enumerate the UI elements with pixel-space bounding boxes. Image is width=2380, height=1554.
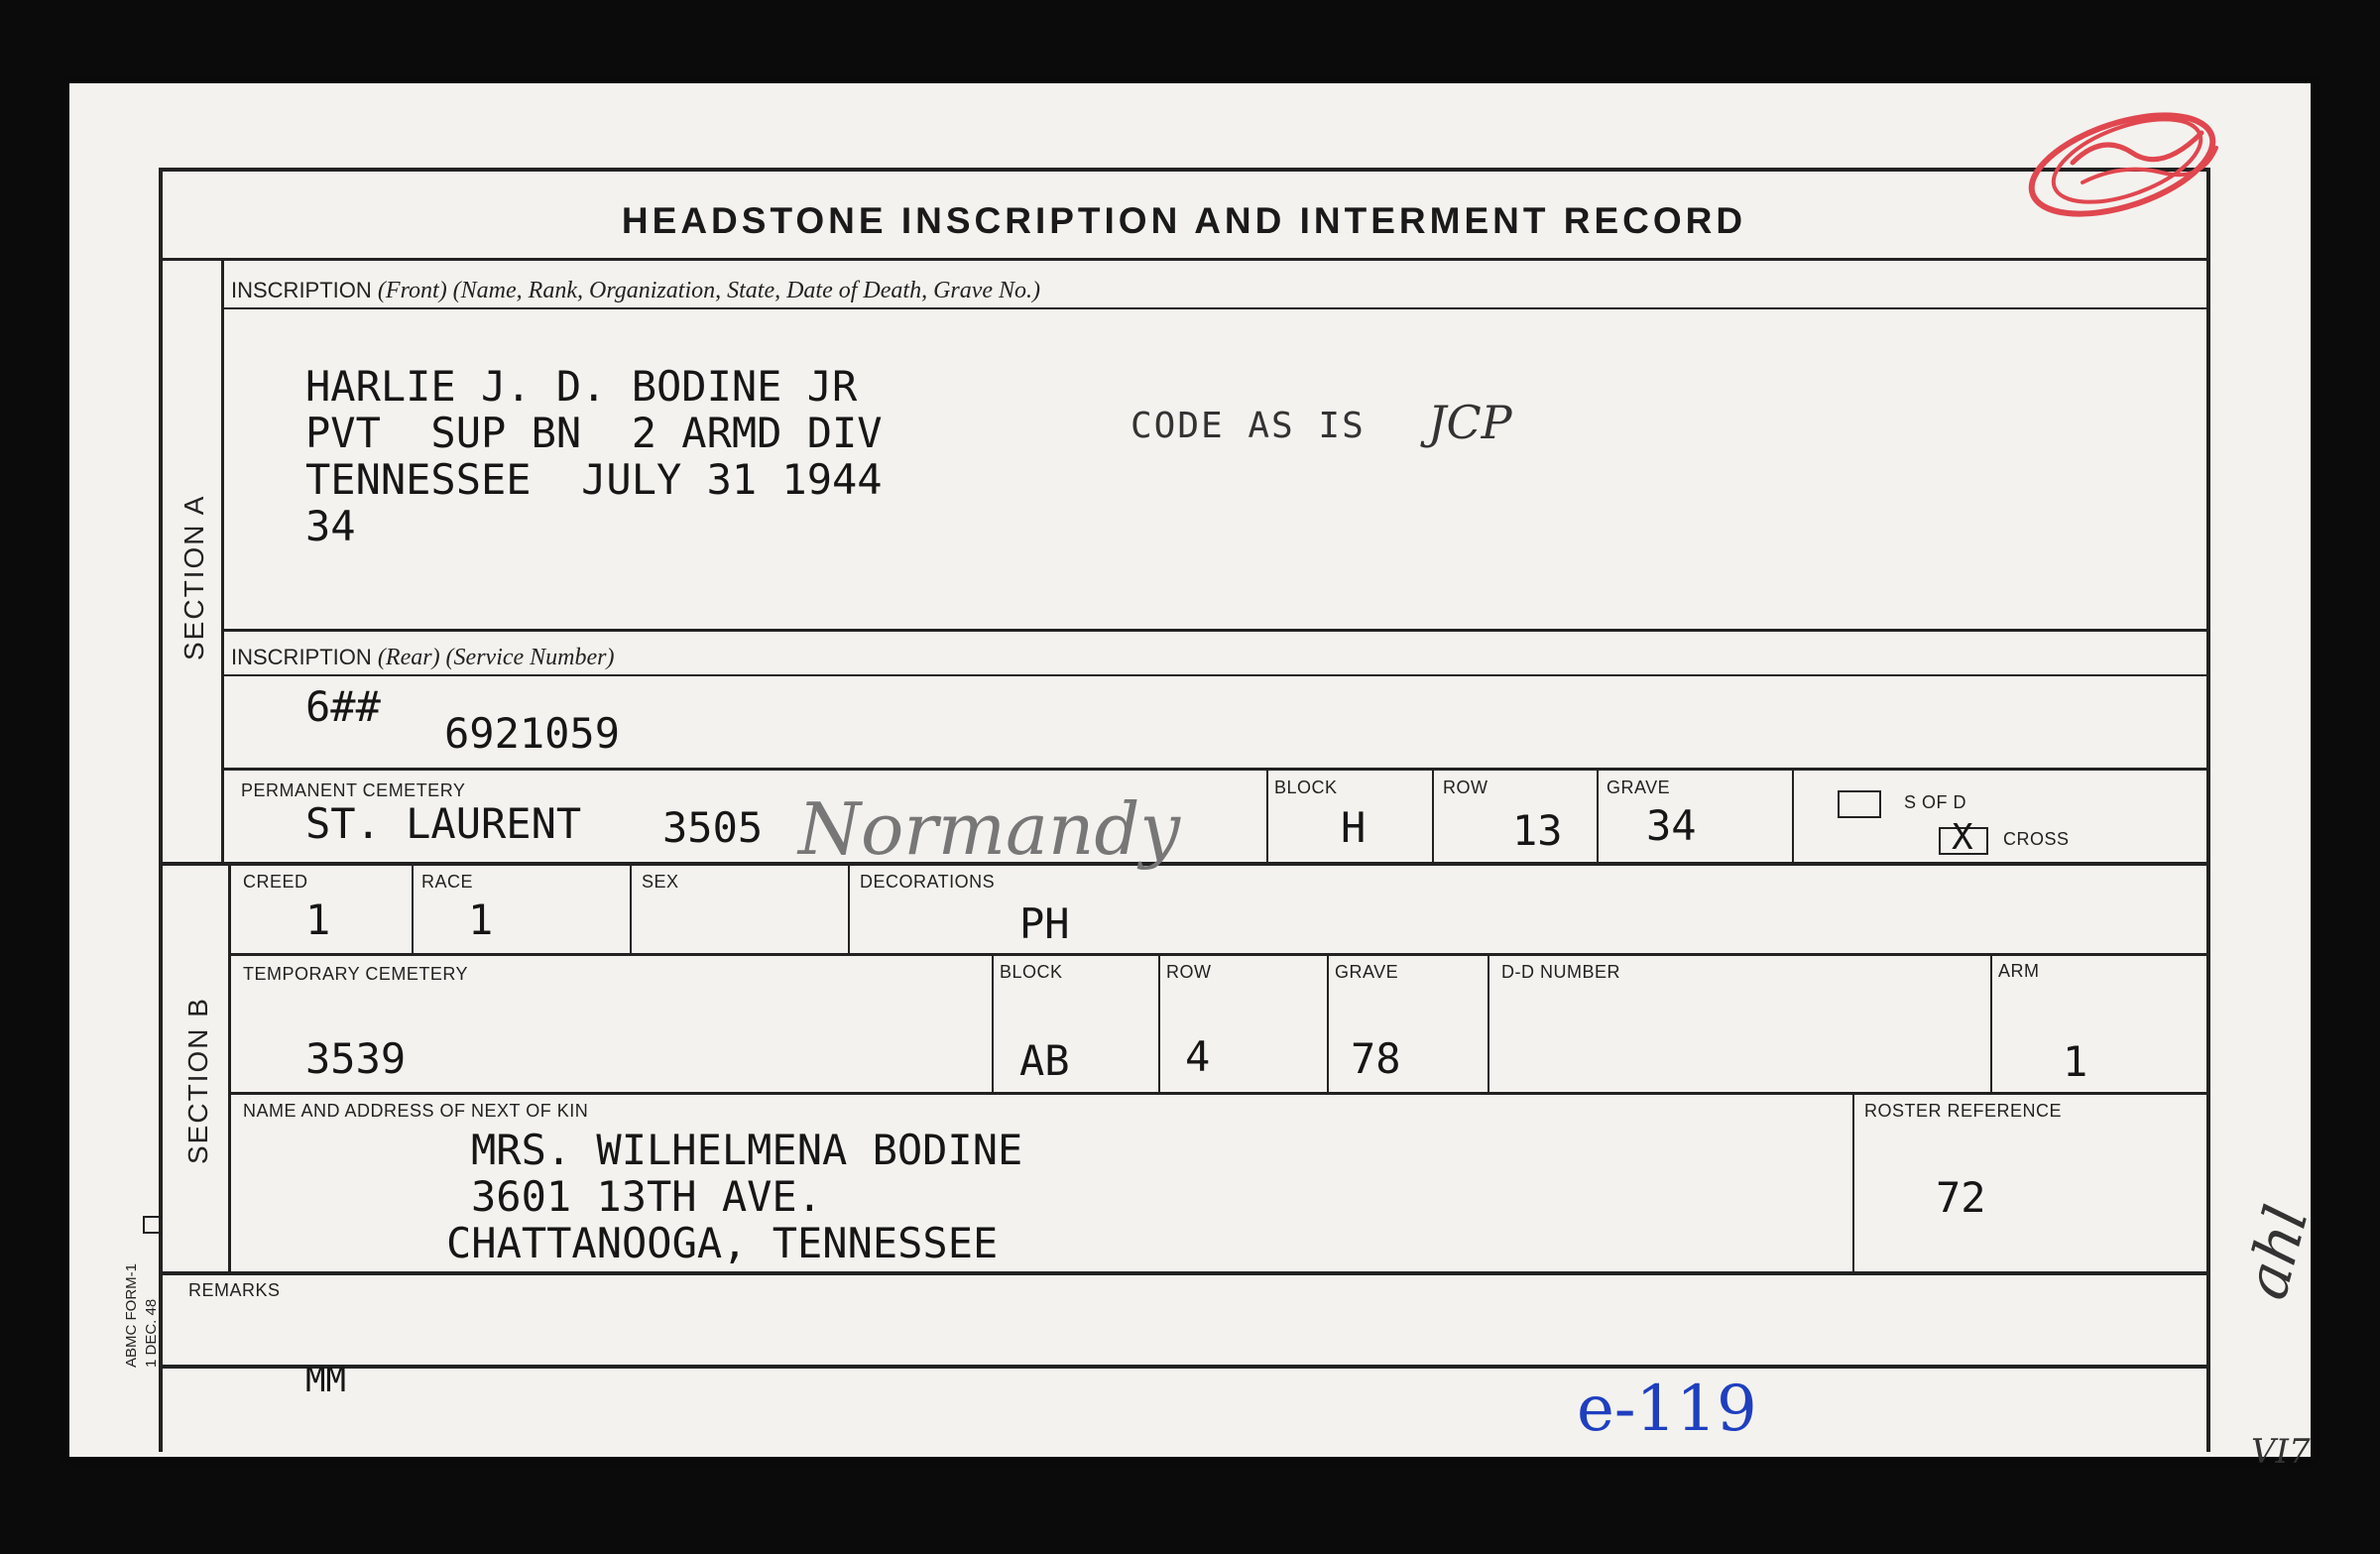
rear-inscription-label: INSCRIPTION (Rear) (Service Number) [231,645,615,670]
perm-divider-3 [1597,768,1599,864]
remarks-label: REMARKS [188,1280,281,1300]
temp-divider-1 [992,953,994,1094]
decorations-value: PH [1019,899,1070,948]
perm-cemetery: ST. LAURENT [305,799,582,848]
perm-divider-4 [1792,768,1794,864]
service-number: 6921059 [444,709,621,758]
temp-cemetery-label: TEMPORARY CEMETERY [243,964,469,984]
roster-label: ROSTER REFERENCE [1864,1101,2063,1121]
temp-divider-4 [1488,953,1489,1094]
form-id-checkbox [143,1216,161,1234]
kin-line-1: MRS. WILHELMENA BODINE [471,1126,1023,1174]
sex-label: SEX [642,872,679,892]
code-initials: JCP [1428,396,1512,449]
creed-divider-1 [412,862,414,955]
section-a-label: SECTION A [178,494,209,660]
creed-divider-2 [630,862,632,955]
perm-divider-1 [1266,768,1268,864]
temp-divider-5 [1990,953,1992,1094]
section-b-label: SECTION B [182,997,213,1164]
kin-line-3: CHATTANOOGA, TENNESSEE [446,1219,999,1267]
temp-grave-label: GRAVE [1335,962,1399,982]
temp-block: AB [1019,1036,1070,1085]
race-value: 1 [468,896,494,944]
form-id-line2: 1 DEC. 48 [143,1298,160,1368]
temp-row-label: ROW [1166,962,1212,982]
rear-overstrike: 6## [305,682,381,731]
code-as-is-note: CODE AS IS [1130,406,1366,446]
perm-row: 13 [1512,806,1563,855]
front-line-4: 34 [305,502,356,550]
blue-ink-note: e-119 [1577,1373,1757,1446]
rule-rear-bottom [221,768,2209,771]
creed-label: CREED [243,872,308,892]
rule-temp-bottom [228,1092,2209,1095]
perm-divider-2 [1432,768,1434,864]
creed-value: 1 [305,896,331,944]
front-line-2: PVT SUP BN 2 ARMD DIV [305,409,883,457]
form-id-line1: ABMC FORM-1 [123,1263,140,1368]
front-line-1: HARLIE J. D. BODINE JR [305,362,858,411]
kin-line-2: 3601 13TH AVE. [471,1172,823,1221]
creed-divider-3 [848,862,850,955]
cross-mark: X [1952,817,1973,858]
temp-block-label: BLOCK [1000,962,1063,982]
temp-row: 4 [1185,1032,1211,1081]
cross-label: CROSS [2003,829,2070,849]
race-label: RACE [421,872,474,892]
perm-cemetery-label: PERMANENT CEMETERY [241,780,466,800]
perm-grave-label: GRAVE [1606,777,1671,797]
arm-value: 1 [2063,1037,2088,1086]
temp-grave: 78 [1351,1034,1401,1083]
sofd-checkbox[interactable] [1838,790,1881,818]
front-line-3: TENNESSEE JULY 31 1944 [305,455,883,504]
rule-rear-label [221,674,2209,676]
rule-front-bottom [221,629,2209,632]
remarks-initials: MM [305,1361,346,1400]
record-card [69,83,2322,1472]
frame-left [159,168,163,1452]
roster-value: 72 [1936,1173,1986,1222]
frame-bottom [159,1365,2209,1369]
dd-number-label: D-D NUMBER [1501,962,1620,982]
rule-kin-bottom [159,1271,2209,1275]
temp-divider-2 [1158,953,1160,1094]
form-title: HEADSTONE INSCRIPTION AND INTERMENT RECORD [621,200,1747,241]
rule-under-title [159,258,2209,261]
corner-note: ahl [2231,1198,2322,1307]
section-b-column [228,862,231,1273]
perm-grave: 34 [1646,801,1697,850]
decorations-label: DECORATIONS [860,872,996,892]
section-a-column [221,258,224,865]
red-pencil-scribble [2003,93,2241,242]
rule-section-divider [159,862,2209,866]
perm-row-label: ROW [1443,777,1488,797]
temp-cemetery: 3539 [305,1034,407,1083]
sofd-label: S OF D [1904,792,1967,812]
kin-divider [1852,1092,1854,1273]
frame-right [2206,168,2210,1452]
perm-cemetery-handwritten: Normandy [798,787,1181,871]
temp-divider-3 [1327,953,1329,1094]
rule-front-label [221,307,2209,309]
frame-top [159,168,2209,172]
perm-block-label: BLOCK [1274,777,1338,797]
rule-creed-bottom [228,953,2209,956]
front-inscription-label: INSCRIPTION (Front) (Name, Rank, Organization, State, Date of Death, Grave No.) [231,278,1041,303]
perm-cemetery-code: 3505 [662,803,764,852]
arm-label: ARM [1998,961,2040,981]
kin-label: NAME AND ADDRESS OF NEXT OF KIN [243,1101,589,1121]
bottom-right-note: VI7 [2251,1432,2311,1472]
perm-block: H [1341,803,1367,852]
